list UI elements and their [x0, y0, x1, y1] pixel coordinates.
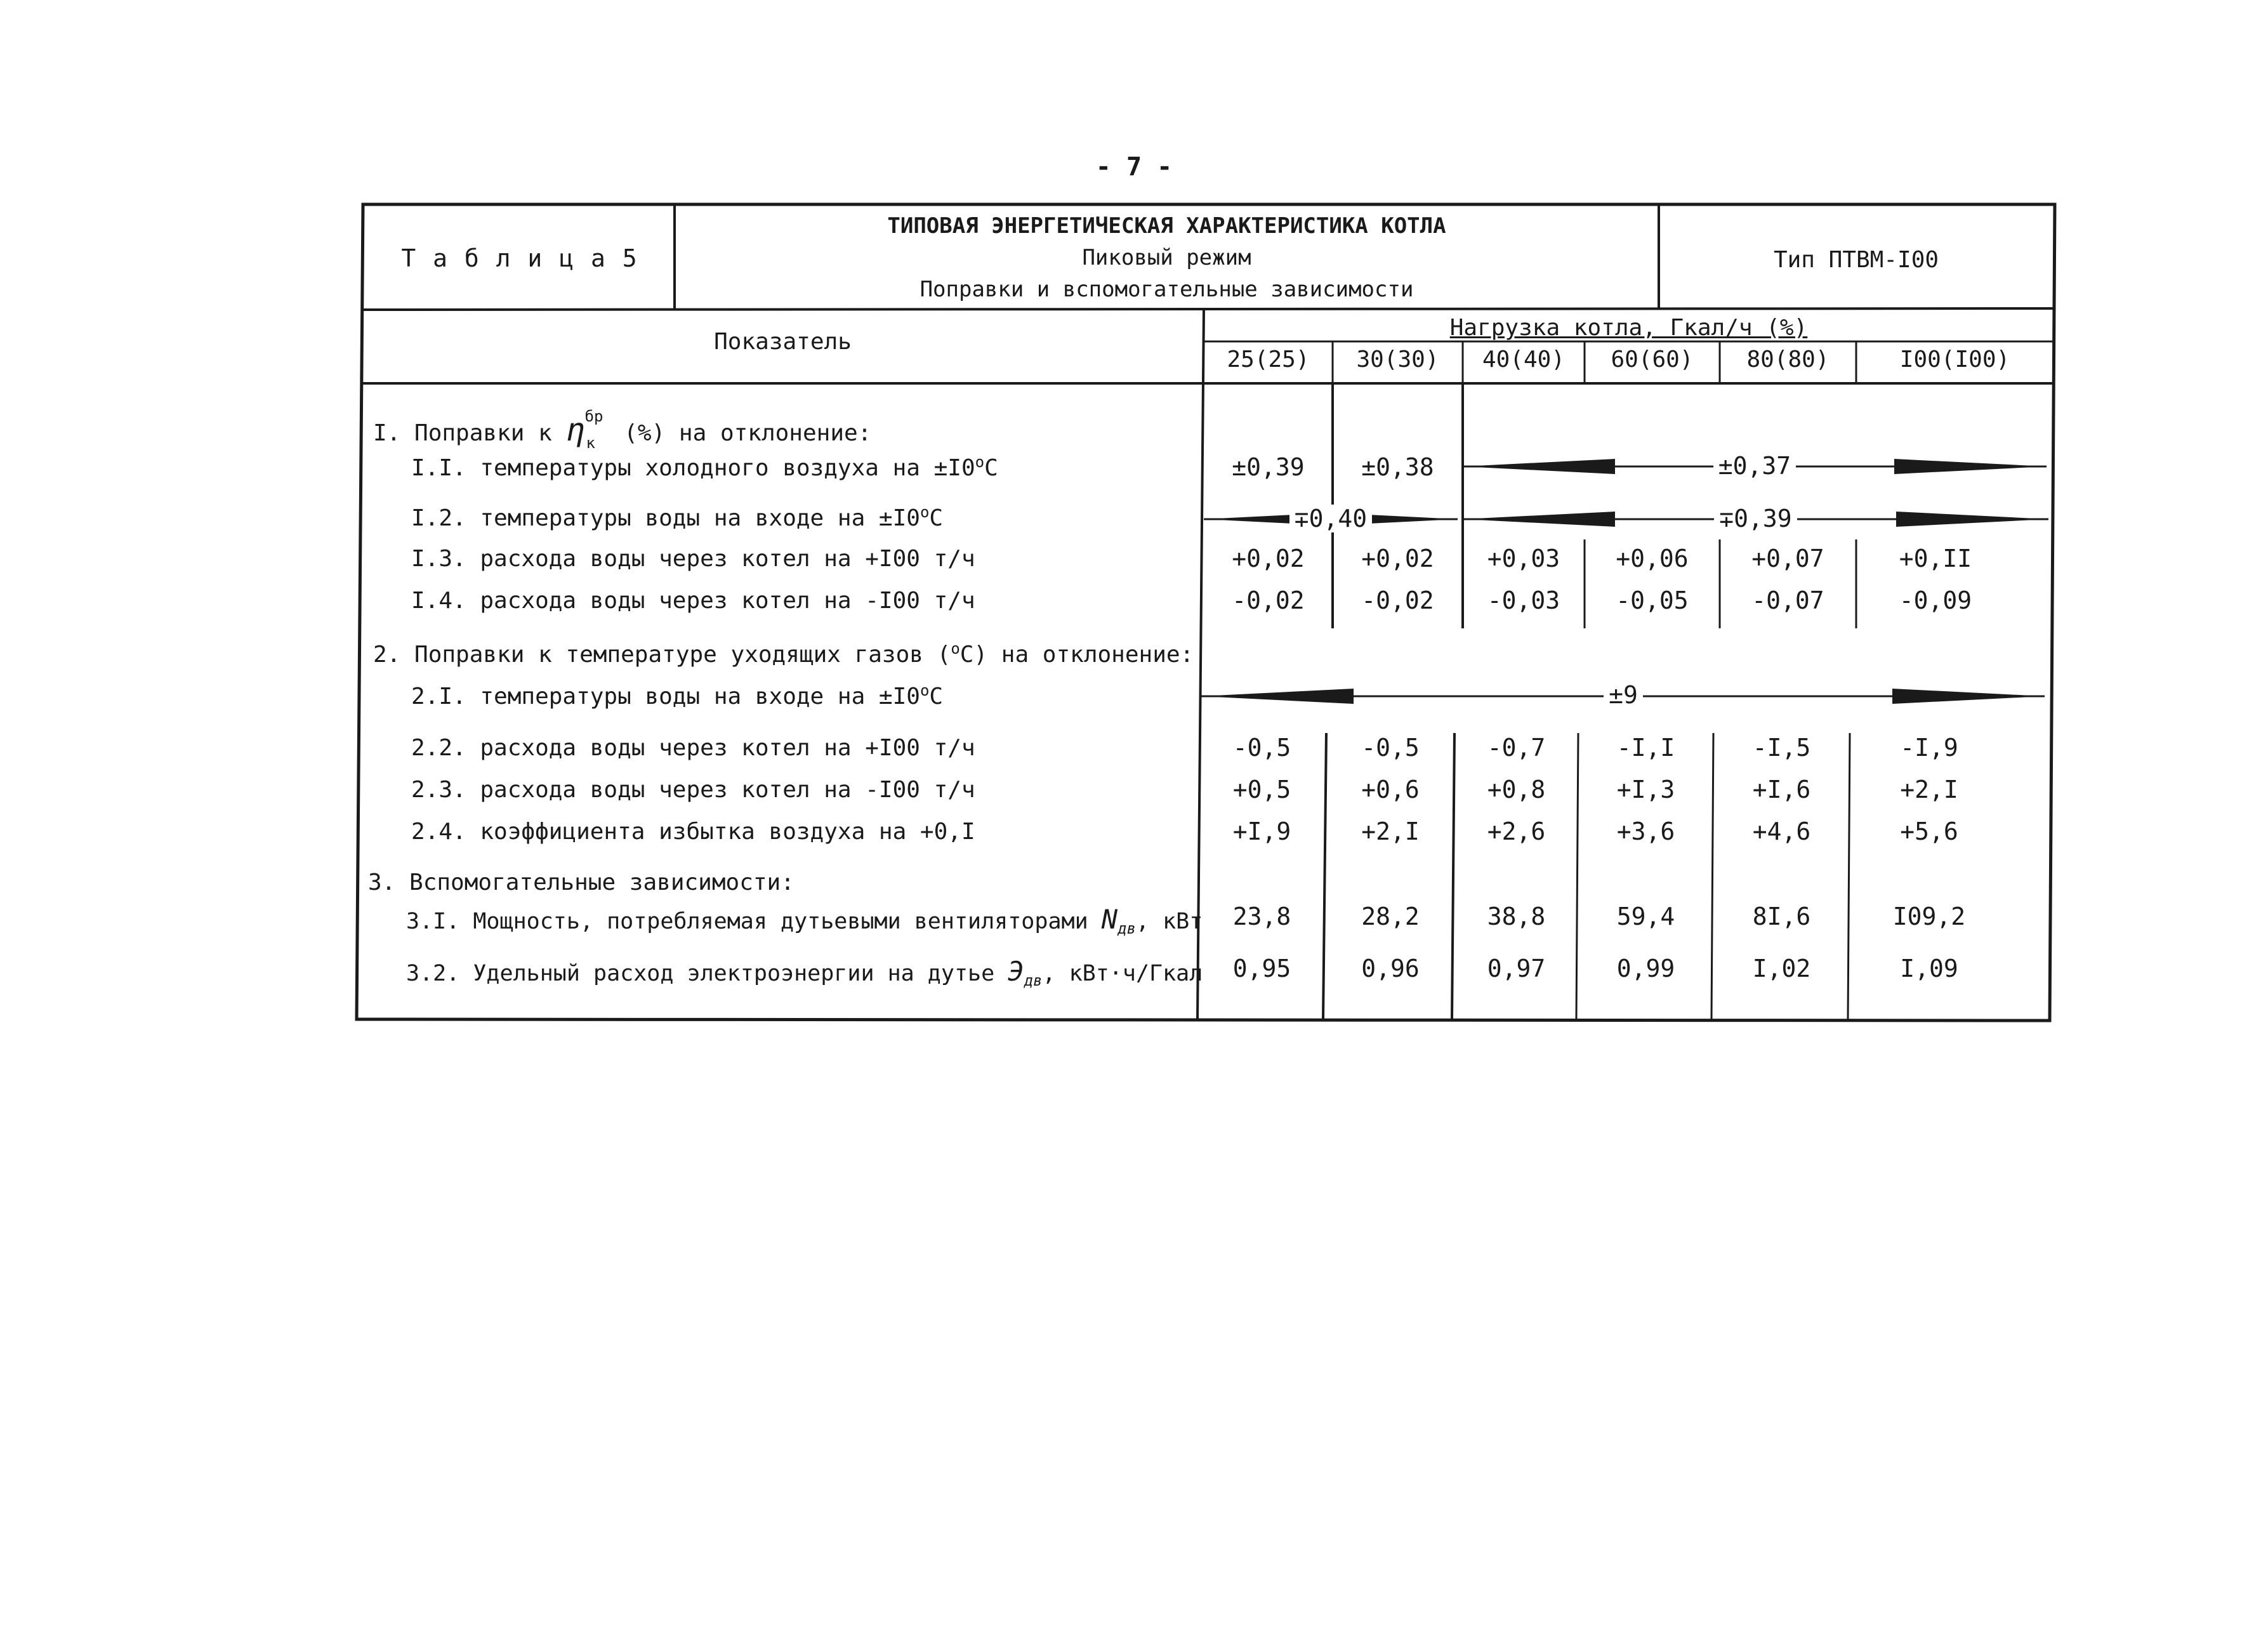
- row-1-4-value-4: -0,05: [1616, 586, 1689, 614]
- row-1-2-span-value: ∓0,39: [1714, 505, 1797, 532]
- row-2-4-label: 2.4. коэффициента избытка воздуха на +0,I: [411, 819, 975, 845]
- row-3-2-value-3: 0,97: [1487, 955, 1546, 982]
- row-2-2-value-2: -0,5: [1361, 734, 1420, 762]
- row-2-4-value-3: +2,6: [1487, 817, 1546, 845]
- row-3-1-label: 3.I. Мощность, потребляемая дутьевыми вентиляторами $N_{дв}$, кВт: [406, 904, 1203, 937]
- row-3-1-value-5: 8I,6: [1752, 902, 1811, 930]
- load-col-5: 80(80): [1746, 347, 1830, 373]
- section-2-title: 2. Поправки к температуре уходящих газов ($^o$С) на отклонение:: [373, 640, 1194, 668]
- row-1-1-label: I.I. температуры холодного воздуха на $\pm I0^oС$: [411, 453, 998, 481]
- load-column-header: Нагрузка котла, Гкал/ч (%): [1449, 315, 1808, 341]
- mode-label: Пиковый режим: [1082, 245, 1251, 270]
- row-1-4-label: I.4. расхода воды через котел на -I00 т/ч: [411, 588, 975, 614]
- table-title: ТИПОВАЯ ЭНЕРГЕТИЧЕСКАЯ ХАРАКТЕРИСТИКА КОТЛА: [887, 213, 1446, 239]
- page-number: - 7 -: [1095, 152, 1173, 182]
- row-1-3-value-1: +0,02: [1232, 545, 1305, 572]
- load-col-3: 40(40): [1482, 347, 1566, 373]
- section-3-title: 3. Вспомогательные зависимости:: [368, 869, 794, 896]
- row-3-2-value-4: 0,99: [1616, 955, 1675, 982]
- row-2-1-span-value: ±9: [1604, 681, 1643, 709]
- row-2-2-value-3: -0,7: [1487, 734, 1546, 762]
- row-2-4-value-4: +3,6: [1616, 817, 1675, 845]
- row-1-3-value-2: +0,02: [1361, 545, 1434, 572]
- row-3-1-value-6: I09,2: [1892, 902, 1966, 930]
- row-2-1-label: 2.I. температуры воды на входе на $\pm I0^oС$: [411, 682, 944, 710]
- row-3-1-value-3: 38,8: [1487, 902, 1546, 930]
- row-3-1-value-4: 59,4: [1616, 902, 1675, 930]
- row-3-2-value-5: I,02: [1752, 955, 1811, 982]
- table-label: Т а б л и ц а 5: [401, 244, 638, 272]
- row-1-3-label: I.3. расхода воды через котел на +I00 т/ч: [411, 546, 975, 572]
- row-1-4-value-1: -0,02: [1232, 586, 1305, 614]
- load-col-1: 25(25): [1227, 347, 1310, 373]
- row-2-4-value-5: +4,6: [1752, 817, 1811, 845]
- row-3-2-value-2: 0,96: [1361, 955, 1420, 982]
- load-col-6: I00(I00): [1899, 347, 2010, 373]
- row-2-3-value-3: +0,8: [1487, 776, 1546, 803]
- row-3-1-value-2: 28,2: [1361, 902, 1420, 930]
- row-2-3-value-4: +I,3: [1616, 776, 1675, 803]
- row-1-4-value-5: -0,07: [1751, 586, 1824, 614]
- row-2-2-value-5: -I,5: [1752, 734, 1811, 762]
- row-2-2-value-6: -I,9: [1900, 734, 1958, 762]
- row-2-4-value-2: +2,I: [1361, 817, 1420, 845]
- table-subtitle: Поправки и вспомогательные зависимости: [920, 277, 1414, 302]
- row-3-2-label: 3.2. Удельный расход электроэнергии на дутье $Э_{дв}$, кВт·ч/Гкал: [406, 956, 1203, 989]
- row-2-3-value-2: +0,6: [1361, 776, 1420, 803]
- row-1-4-value-3: -0,03: [1487, 586, 1560, 614]
- row-2-3-value-5: +I,6: [1752, 776, 1811, 803]
- row-2-2-value-4: -I,I: [1616, 734, 1675, 762]
- row-1-4-value-2: -0,02: [1361, 586, 1434, 614]
- row-2-4-value-1: +I,9: [1232, 817, 1291, 845]
- row-2-3-value-1: +0,5: [1232, 776, 1291, 803]
- row-1-1-value-2: ±0,38: [1361, 453, 1434, 481]
- row-1-2-span-value-left: ∓0,40: [1289, 505, 1372, 532]
- row-1-3-value-5: +0,07: [1751, 545, 1824, 572]
- row-1-3-value-4: +0,06: [1616, 545, 1689, 572]
- row-3-1-value-1: 23,8: [1232, 902, 1291, 930]
- row-2-2-label: 2.2. расхода воды через котел на +I00 т/ч: [411, 735, 975, 761]
- section-1-title: I. Поправки к η бр к (%) на отклонение:: [373, 407, 872, 452]
- row-2-4-value-6: +5,6: [1900, 817, 1958, 845]
- row-1-4-value-6: -0,09: [1899, 586, 1972, 614]
- row-3-2-value-1: 0,95: [1232, 955, 1291, 982]
- boiler-type: Тип ПТВМ-I00: [1773, 247, 1939, 273]
- row-1-3-value-3: +0,03: [1487, 545, 1560, 572]
- row-2-3-label: 2.3. расхода воды через котел на -I00 т/ч: [411, 777, 975, 803]
- load-col-2: 30(30): [1356, 347, 1439, 373]
- load-col-4: 60(60): [1611, 347, 1694, 373]
- row-1-1-value-1: ±0,39: [1232, 453, 1305, 481]
- row-1-2-label: I.2. температуры воды на входе на $\pm I0^oС$: [411, 503, 944, 531]
- row-2-3-value-6: +2,I: [1900, 776, 1958, 803]
- row-1-3-value-6: +0,II: [1899, 545, 1972, 572]
- row-2-2-value-1: -0,5: [1232, 734, 1291, 762]
- row-1-1-span-value: ±0,37: [1713, 452, 1796, 480]
- row-3-2-value-6: I,09: [1900, 955, 1958, 982]
- indicator-column-header: Показатель: [714, 329, 852, 355]
